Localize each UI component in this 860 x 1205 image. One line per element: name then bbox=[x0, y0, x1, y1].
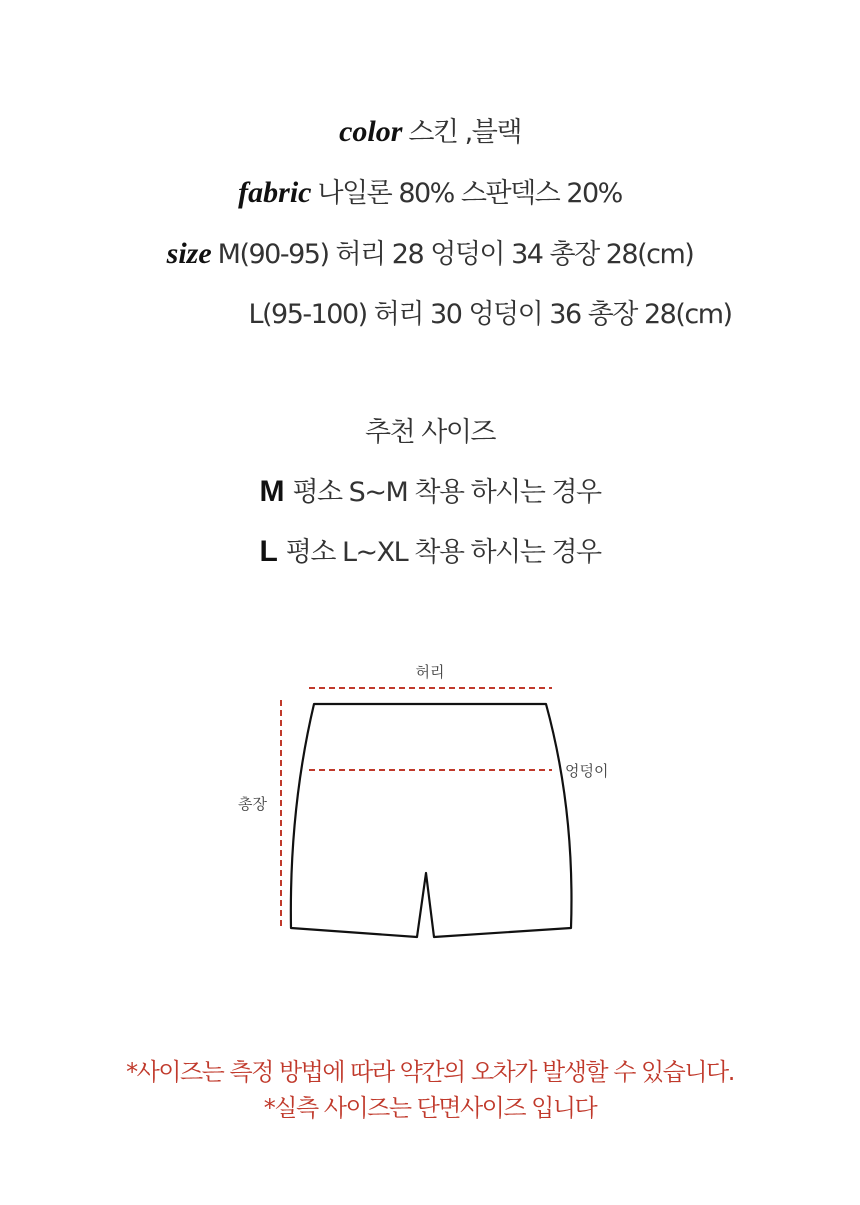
spec-size-label: size bbox=[166, 237, 212, 270]
recommend-size-m: M bbox=[259, 475, 285, 508]
length-label: 총장 bbox=[238, 795, 267, 813]
recommend-text-l: 평소 L~XL 착용 하시는 경우 bbox=[285, 537, 601, 568]
recommend-size-l: L bbox=[259, 535, 278, 568]
recommend-title: 추천 사이즈 bbox=[365, 417, 495, 448]
spec-color-label: color bbox=[339, 115, 403, 148]
waist-label: 허리 bbox=[415, 663, 445, 681]
spec-color-value: 스킨 ,블랙 bbox=[408, 117, 521, 148]
note-flat-measurement: *실측 사이즈는 단면사이즈 입니다 bbox=[263, 1094, 597, 1122]
spec-fabric-value: 나일론 80% 스판덱스 20% bbox=[317, 178, 622, 209]
note-measurement-error: *사이즈는 측정 방법에 따라 약간의 오차가 발생할 수 있습니다. bbox=[126, 1058, 734, 1086]
recommend-text-m: 평소 S~M 착용 하시는 경우 bbox=[292, 477, 601, 508]
spec-size-m-value: M(90-95) 허리 28 엉덩이 34 총장 28(cm) bbox=[217, 239, 694, 270]
hip-label: 엉덩이 bbox=[565, 762, 609, 780]
shorts-outline bbox=[291, 704, 572, 937]
spec-size-l-value: L(95-100) 허리 30 엉덩이 36 총장 28(cm) bbox=[248, 299, 732, 330]
spec-fabric-label: fabric bbox=[238, 176, 312, 209]
